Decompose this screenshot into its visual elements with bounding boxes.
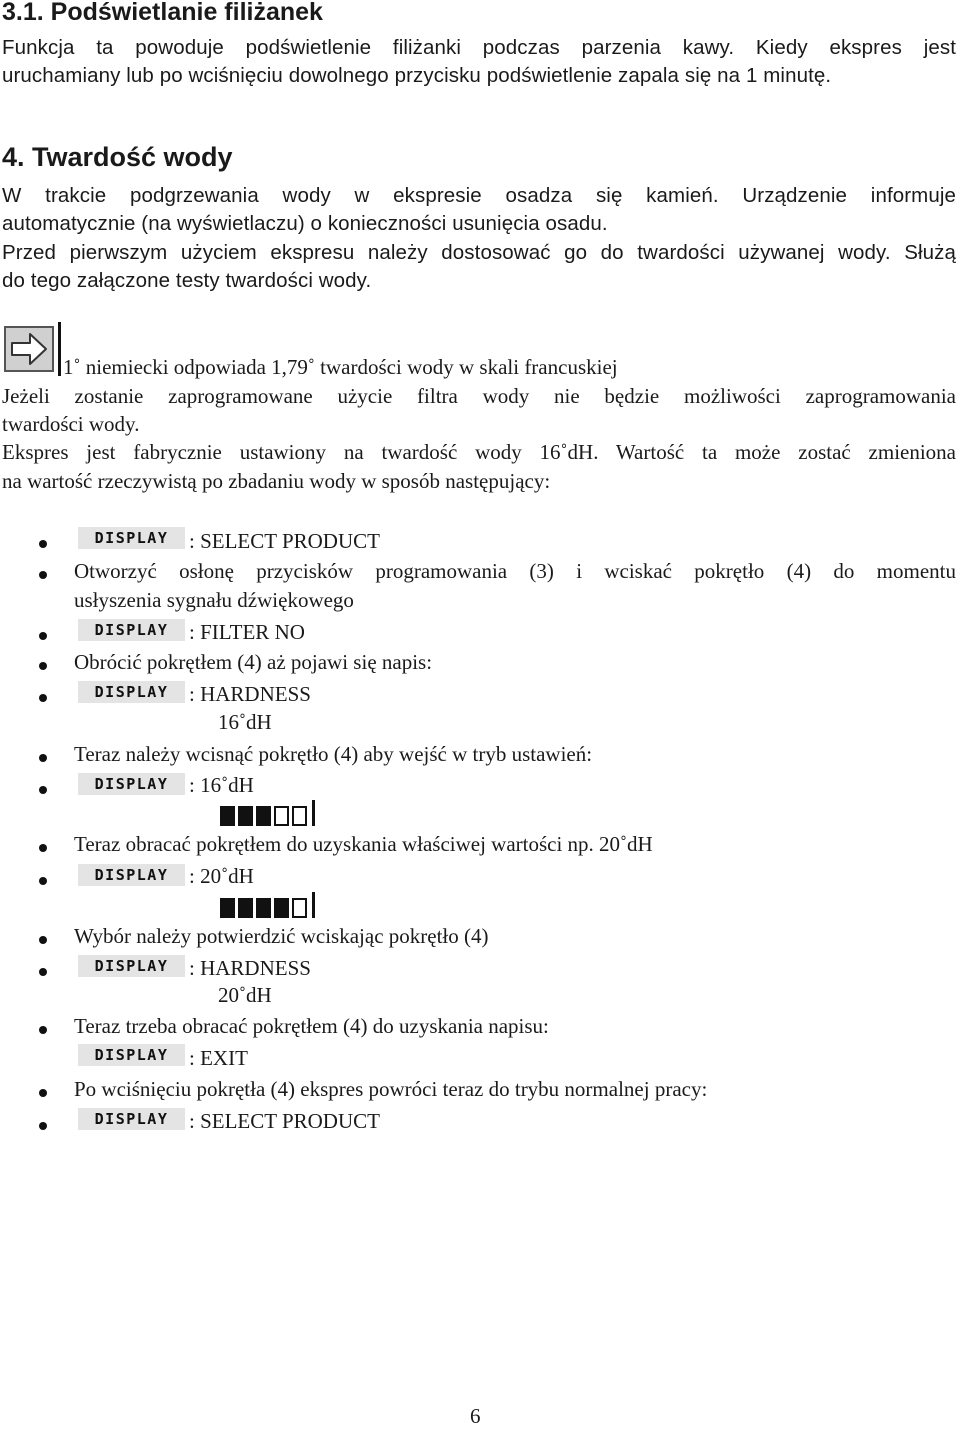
step-text: Teraz należy wcisnąć pokrętło (4) aby wejść w tryb ustawień: [74,742,593,766]
list-bullet [39,540,47,548]
list-bullet [39,968,47,976]
note-text: 1˚ niemiecki odpowiada 1,79˚ twardości wody w skali francuskiej [63,355,618,379]
list-bullet [39,694,47,702]
level-cursor [312,892,315,918]
display-label: DISPLAY [78,527,185,549]
level-segment-filled [238,806,253,826]
hardness-level-indicator [220,892,315,918]
display-message: : 20˚dH [189,864,254,888]
level-segment-empty [292,898,307,918]
display-message: : FILTER NO [189,620,305,644]
paragraph-line: automatycznie (na wyświetlaczu) o konieczności usunięcia osadu. [2,212,608,235]
level-segment-filled [220,898,235,918]
paragraph-line: na wartość rzeczywistą po zbadaniu wody w sposób następujący: [2,469,551,493]
display-message-value: 20˚dH [218,983,272,1007]
paragraph-line: Jeżeli zostanie zaprogramowane użycie filtra wody nie będzie możliwości zaprogramowania [2,384,956,408]
section-heading-cup-lighting: 3.1. Podświetlanie filiżanek [2,0,323,26]
display-label: DISPLAY [78,1044,185,1066]
list-bullet [39,877,47,885]
list-bullet [39,1026,47,1034]
paragraph-line: Ekspres jest fabrycznie ustawiony na twardość wody 16˚dH. Wartość ta może zostać zmieniona [2,440,956,464]
step-text: Po wciśnięciu pokrętła (4) ekspres powróci teraz do trybu normalnej pracy: [74,1077,708,1101]
display-message: : 16˚dH [189,773,254,797]
display-message: : EXIT [189,1046,248,1070]
note-divider [58,322,61,376]
level-segment-empty [274,806,289,826]
list-bullet [39,844,47,852]
list-bullet [39,1089,47,1097]
level-segment-filled [274,898,289,918]
display-message: : HARDNESS [189,682,311,706]
step-text: Wybór należy potwierdzić wciskając pokrętło (4) [74,924,489,948]
step-text: Teraz obracać pokrętłem do uzyskania właściwej wartości np. 20˚dH [74,832,653,856]
display-message: : HARDNESS [189,956,311,980]
display-label: DISPLAY [78,864,185,886]
list-bullet [39,571,47,579]
display-label: DISPLAY [78,619,185,641]
level-cursor [312,800,315,826]
list-bullet [39,632,47,640]
level-segment-empty [292,806,307,826]
step-text: Obrócić pokrętłem (4) aż pojawi się napis: [74,650,433,674]
page-number: 6 [470,1404,481,1428]
display-message: : SELECT PRODUCT [189,529,380,553]
level-segment-filled [256,806,271,826]
arrow-right-icon [4,326,54,372]
hardness-level-indicator [220,800,315,826]
level-segment-filled [238,898,253,918]
display-label: DISPLAY [78,955,185,977]
paragraph-line: Przed pierwszym użyciem ekspresu należy dostosować go do twardości używanej wody. Służą [2,241,956,264]
step-text: usłyszenia sygnału dźwiękowego [74,588,354,612]
paragraph-line: Funkcja ta powoduje podświetlenie filiżanki podczas parzenia kawy. Kiedy ekspres jest [2,36,956,59]
paragraph-line: do tego załączone testy twardości wody. [2,269,372,292]
list-bullet [39,786,47,794]
paragraph-line: twardości wody. [2,412,140,436]
list-bullet [39,936,47,944]
list-bullet [39,754,47,762]
step-text: Teraz trzeba obracać pokrętłem (4) do uzyskania napisu: [74,1014,549,1038]
display-message-value: 16˚dH [218,710,272,734]
display-label: DISPLAY [78,773,185,795]
display-message: : SELECT PRODUCT [189,1109,380,1133]
step-text: Otworzyć osłonę przycisków programowania (3) i wciskać pokrętło (4) do momentu [74,559,956,583]
list-bullet [39,1122,47,1130]
level-segment-filled [220,806,235,826]
display-label: DISPLAY [78,681,185,703]
level-segment-filled [256,898,271,918]
section-heading-water-hardness: 4. Twardość wody [2,142,233,172]
paragraph-line: W trakcie podgrzewania wody w ekspresie osadza się kamień. Urządzenie informuje [2,184,956,207]
paragraph-line: uruchamiany lub po wciśnięciu dowolnego przycisku podświetlenie zapala się na 1 minutę. [2,64,832,87]
display-label: DISPLAY [78,1108,185,1130]
list-bullet [39,662,47,670]
